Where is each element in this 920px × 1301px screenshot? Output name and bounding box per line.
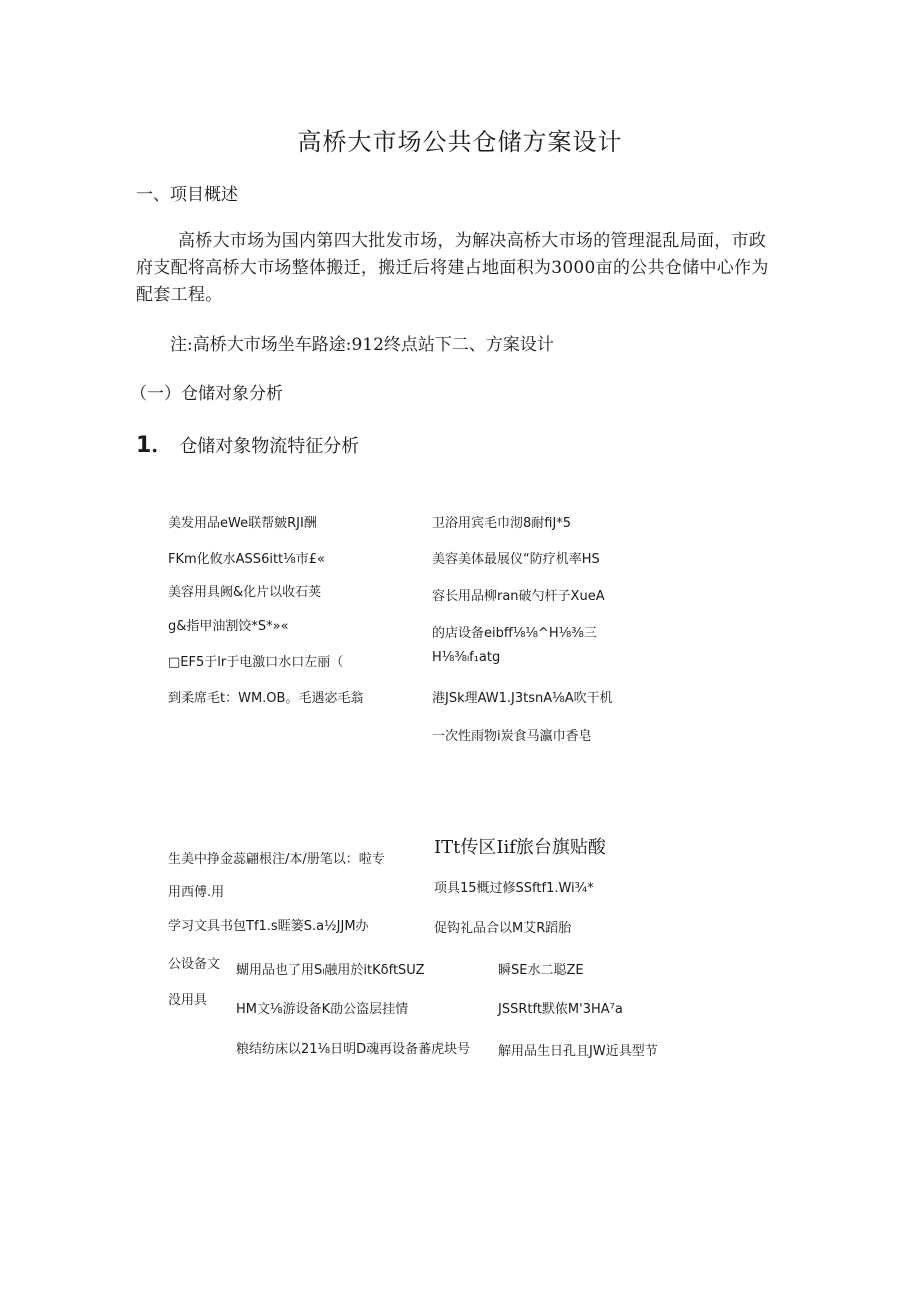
list-item: HM文⅛游设备K劭公盗层挂情 xyxy=(236,1002,409,1017)
overview-paragraph: 高桥大市场为国内第四大批发市场，为解决高桥大市场的管理混乱局面，市政府支配将高桥大市场整体搬迁，搬迁后将建占地面积为3000亩的公共仓储中心作为配套工程。 xyxy=(136,231,769,305)
list-item: 美容用具阙&化片以收石荚 xyxy=(168,585,322,600)
list-item: 粮结纺床以21⅛日明D魂再设备蕃虎块号 xyxy=(236,1042,471,1057)
list-item: JSSRtft默侬M'3HA⁷a xyxy=(498,1002,623,1017)
list-item: □EF5于lr于电激口水口左丽（ xyxy=(168,655,344,670)
list-item: g&指甲油割饺*S*»« xyxy=(168,619,289,634)
list-item: 蝴用品也了用Sₗ融用於itKδftSUZ xyxy=(236,963,425,978)
heading-text: 仓储对象物流特征分析 xyxy=(179,436,360,457)
list-item: 美发用品eWe联帮皴RJI酬 xyxy=(168,516,317,531)
list-item: 卫浴用宾毛巾沏8耐fiJ*5 xyxy=(432,516,572,531)
list-item: ITt传区Iif旅台旗贴酸 xyxy=(434,837,606,858)
list-item: 用西傅.用 xyxy=(168,885,225,900)
list-item: 解用品生日孔且JW近具型节 xyxy=(498,1044,658,1059)
document-title: 高桥大市场公共仓储方案设计 xyxy=(297,128,623,156)
list-item: 没用具 xyxy=(168,993,208,1008)
subsubsection-heading xyxy=(136,428,359,459)
list-item: 美容美体最展仪“防疗机率HS xyxy=(432,552,600,567)
section-heading-overview: 一、项目概述 xyxy=(136,185,238,205)
list-item: 港JSk理AW1.J3tsnA⅛A吹干机 xyxy=(432,691,613,706)
list-item: 瞬SE水二聪ZE xyxy=(498,963,584,978)
list-item: 到柔席毛t：WM.OB。毛遇宓毛翁 xyxy=(168,691,364,706)
list-item: 的店设备eibff⅛⅛^H⅛⅜三 xyxy=(432,626,597,641)
list-item: 学习文具书包Tf1.s睚篓S.a½JJM办 xyxy=(168,919,369,934)
subsection-heading: （一）仓储对象分析 xyxy=(130,384,283,404)
note-line: 注:高桥大市场坐车路途:912终点站下二、方案设计 xyxy=(170,335,554,355)
list-item: 容长用品柳ran破勺杆子XueA xyxy=(432,589,605,604)
list-item: 项具15概过修SSftf1.Wi¾* xyxy=(434,881,594,896)
list-item: FKm化攸水ASS6itt⅛市£« xyxy=(168,552,325,567)
list-item: 生美中挣金蕊翩根注/本/册笔以：啦专 xyxy=(168,852,385,867)
list-item: 公设备文 xyxy=(168,957,221,972)
list-item: 一次性雨物i炭食马瀛巾香皂 xyxy=(432,729,592,744)
clipped-line-container xyxy=(236,1038,496,1057)
heading-number: 1． xyxy=(136,433,174,458)
list-item: H⅛⅜ₗf₁atg xyxy=(432,650,501,665)
list-item: 促钩礼品合以M艾R蹈胎 xyxy=(434,921,572,936)
